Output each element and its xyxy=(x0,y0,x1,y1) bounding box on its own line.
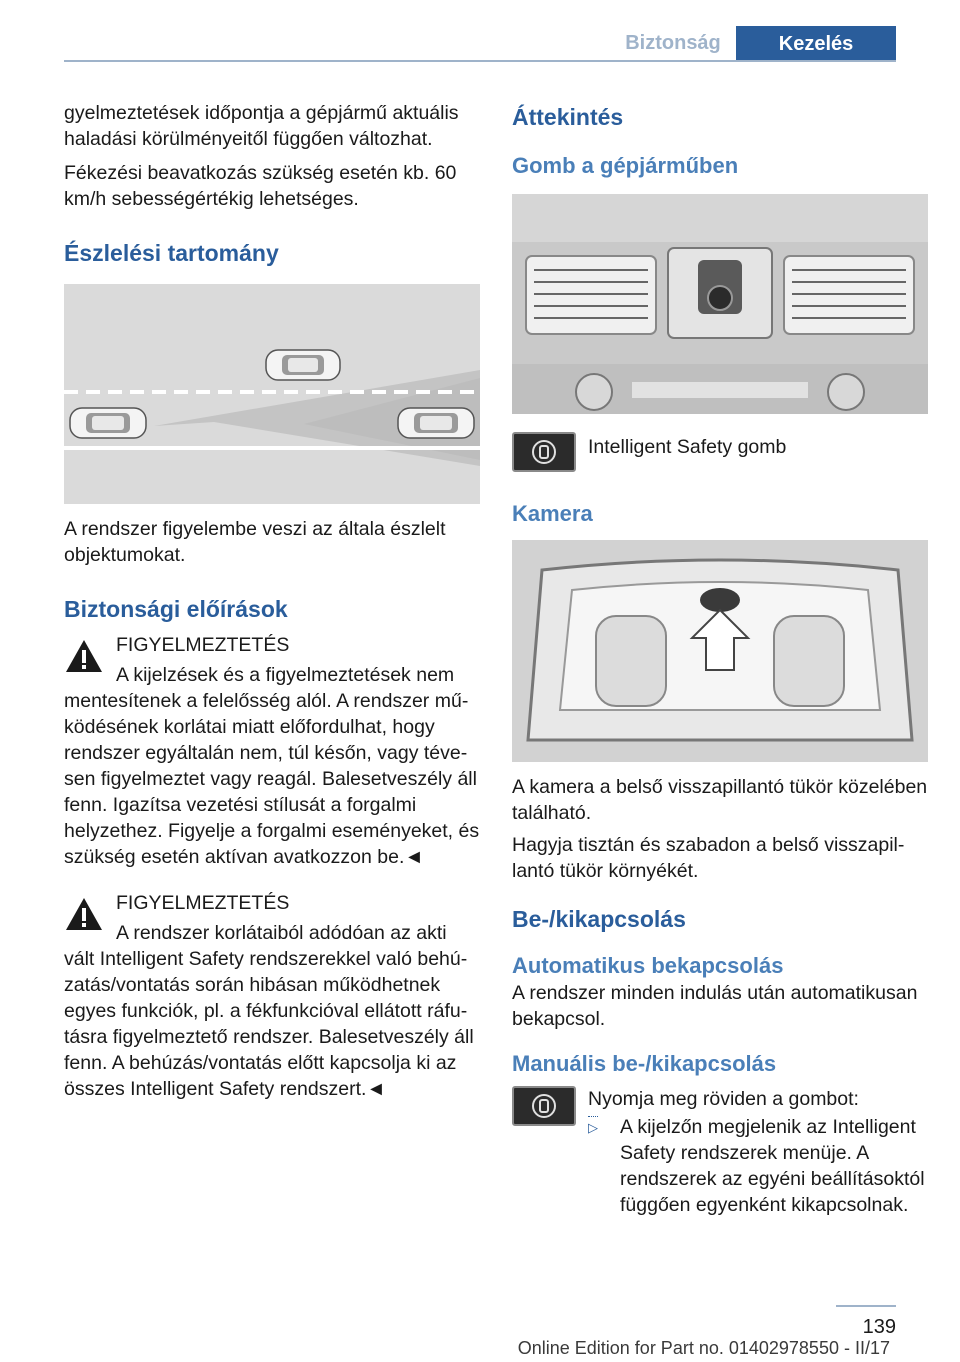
car-icon xyxy=(266,350,340,380)
button-label: Intelligent Safety gomb xyxy=(588,436,787,458)
camera-paragraph-2: Hagyja tisztán és szabadon a belső visszapillantó tükör környékét. xyxy=(512,834,905,882)
warning-block-1 xyxy=(64,632,480,870)
edition-footer: Online Edition for Part no. 01402978550 - II/17 xyxy=(517,1338,890,1358)
right-column xyxy=(512,100,932,1236)
warning-1-title: FIGYELMEZTETÉS xyxy=(116,634,290,656)
rear-window-illustration xyxy=(512,540,928,762)
safety-heading: Biztonsági előírások xyxy=(64,596,288,622)
dashboard-vents-illustration xyxy=(512,194,928,414)
auto-on-text: A rendszer minden indulás után automatikusan bekapcsol. xyxy=(512,982,918,1030)
warning-triangle-icon xyxy=(64,896,104,932)
footer-rule xyxy=(836,1305,896,1307)
onoff-heading: Be-/kikapcsolás xyxy=(512,906,686,932)
camera-heading: Kamera xyxy=(512,501,593,526)
header-rule xyxy=(64,60,896,62)
detection-caption: A rendszer figyelembe veszi az általa észlelt objektumokat. xyxy=(64,518,446,566)
button-heading: Gomb a gépjárműben xyxy=(512,153,739,178)
bullet-arrow-icon: ▷ xyxy=(588,1120,598,1135)
car-icon xyxy=(398,408,474,438)
warning-2-first-line: A rendszer korlátaiból adódóan az akti xyxy=(116,922,447,944)
warning-triangle-icon xyxy=(64,638,104,674)
intro-paragraph-1: gyelmeztetések időpontja a gépjármű aktuális haladási körülményeitől függően változhat. xyxy=(64,102,459,150)
page-header xyxy=(0,0,960,64)
car-icon xyxy=(70,408,146,438)
detection-range-figure xyxy=(64,284,480,504)
tab-section-label: Biztonság xyxy=(625,32,721,54)
left-column xyxy=(64,100,480,1108)
warning-2-title: FIGYELMEZTETÉS xyxy=(116,892,290,914)
warning-1-text: mentesítenek a felelősség alól. A rendszer működésének korlátai miatt előfordulhat, hogy rendszer egyáltalán nem, túl későn, vagy tévesen figyelmeztet vagy reagál. Balesetveszély áll fenn. Igazítsa vezetési stílusát a forgalmi helyzethez. Figyelje a forgalmi eseményeket, és szükség esetén aktívan avatkozzon be.◄ xyxy=(64,690,480,868)
camera-figure xyxy=(512,540,928,762)
overview-heading: Áttekintés xyxy=(512,104,624,130)
manual-text: Nyomja meg röviden a gombot: xyxy=(588,1088,859,1110)
detection-range-heading: Észlelési tartomány xyxy=(64,240,279,266)
tab-chapter-label: Kezelés xyxy=(736,26,896,62)
warning-2-text: vált Intelligent Safety rendszerekkel való behúzatás/vontatás során hibásan működhetnek egyes funkciók, pl. a fékfunkcióval ellátott ráfutásra figyelmeztető rendszer. Balesetveszély áll fenn. A behúzás/vontatás előtt kapcsolja ki az összes Intelligent Safety rendszert.◄ xyxy=(64,948,474,1100)
bullet-text: A kijelzőn megjelenik az Intelligent Safety rendszerek menüje. A rendszerek az egyéni beállításoktól függően egyenként kikapcsolnak. xyxy=(620,1116,925,1216)
auto-on-heading: Automatikus bekapcsolás xyxy=(512,953,784,978)
intro-paragraph-2: Fékezési beavatkozás szükség esetén kb. 60 km/h sebességértékig lehetséges. xyxy=(64,162,457,210)
button-legend xyxy=(512,432,932,488)
intelligent-safety-button-icon xyxy=(512,432,576,472)
manual-instructions xyxy=(512,1086,932,1236)
dashboard-button-figure xyxy=(512,194,928,414)
page-number: 139 xyxy=(862,1316,896,1338)
warning-1-first-line: A kijelzések és a figyelmeztetések nem xyxy=(116,664,455,686)
camera-paragraph-1: A kamera a belső visszapillantó tükör közelében található. xyxy=(512,776,928,824)
manual-onoff-heading: Manuális be-/kikapcsolás xyxy=(512,1051,777,1076)
warning-block-2 xyxy=(64,890,480,1102)
intelligent-safety-button-icon xyxy=(512,1086,576,1126)
detection-range-illustration xyxy=(64,284,480,504)
